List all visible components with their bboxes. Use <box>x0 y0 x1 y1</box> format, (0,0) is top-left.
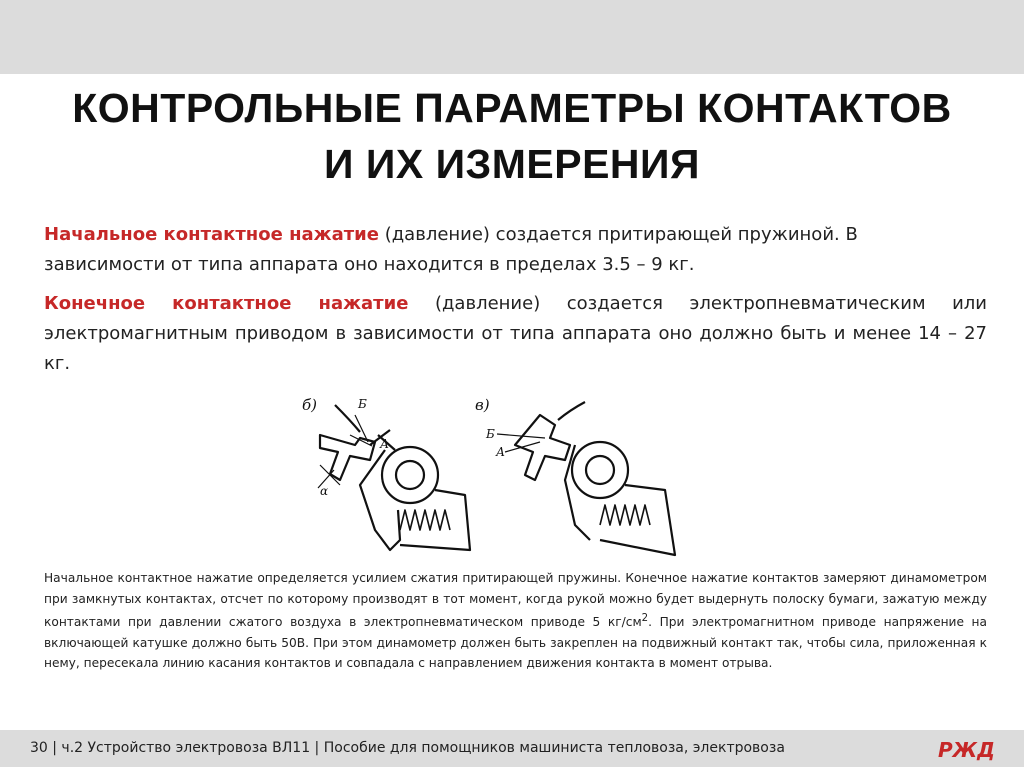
footer-bar <box>0 730 1024 767</box>
header-band <box>0 0 1024 74</box>
figure-right-label: в) <box>475 396 490 414</box>
logo-text: РЖД <box>938 738 995 762</box>
paragraph-initial-pressure <box>44 220 987 280</box>
rzd-logo-icon <box>936 736 996 762</box>
contact-arc-right <box>558 402 585 420</box>
highlight-initial-pressure: Начальное контактное нажатие <box>44 224 379 245</box>
figure-left <box>302 396 470 550</box>
lever-right <box>565 445 590 540</box>
pivot-disk-right <box>572 442 628 498</box>
point-a-label-left: А <box>380 437 390 451</box>
contact-mechanism-figure <box>300 390 690 560</box>
slide-title <box>0 80 1024 192</box>
point-b-label-left: Б <box>358 397 367 411</box>
pivot-disk-left <box>382 447 438 503</box>
paragraph-initial-text-2: зависимости от типа аппарата оно находится в пределах 3.5 – 9 кг. <box>44 254 695 275</box>
figure-right <box>475 396 675 555</box>
spring-right <box>600 505 650 525</box>
paragraph-initial-text-1: (давление) создается притирающей пружиной. В <box>378 224 858 245</box>
fixed-contact-right <box>515 415 570 480</box>
title-line-2: И ИХ ИЗМЕРЕНИЯ <box>324 141 700 187</box>
highlight-final-pressure: Конечное контактное нажатие <box>44 293 409 314</box>
measurement-note <box>44 568 987 674</box>
note-text: Начальное контактное нажатие определяется усилием сжатия притирающей пружины. Конечное нажатие контактов замеряют динамометром при замкнутых контактах, отсчет по которому производят в тот момент, когда рукой можно будет выдернуть полоску бумаги, зажатую между контактами при давлении сжатого воздуха в электропневматическом приводе 5 кг/см <box>44 571 987 630</box>
spring-housing-left <box>400 490 470 550</box>
point-a-label-right: А <box>496 445 506 459</box>
pivot-hole-left <box>396 461 424 489</box>
paragraph-final-pressure <box>44 289 987 379</box>
alpha-label-left: α <box>320 484 329 498</box>
note-text-after: . При электромагнитном приводе напряжение на включающей катушке должно быть 50В. При этом динамометр должен быть закреплен на подвижный контакт так, чтобы сила, приложенная к нему, пересекала линию касания контактов и совпадала с направлением движения контакта в момент отрыва. <box>44 615 987 671</box>
lever-left <box>360 450 400 550</box>
pivot-hole-right <box>586 456 614 484</box>
title-line-1: КОНТРОЛЬНЫЕ ПАРАМЕТРЫ КОНТАКТОВ <box>72 85 952 131</box>
figure-left-label: б) <box>302 396 318 414</box>
footer-text: 30 | ч.2 Устройство электровоза ВЛ11 | Пособие для помощников машиниста тепловоза, электровоза <box>30 740 785 756</box>
spring-left <box>400 510 450 530</box>
paragraph-final-text: (давление) создается электропневматическим или электромагнитным приводом в зависимости от типа аппарата оно должно быть и менее 14 – 27 кг. <box>44 293 987 374</box>
point-b-label-right: Б <box>486 427 495 441</box>
note-superscript: 2 <box>641 613 649 625</box>
